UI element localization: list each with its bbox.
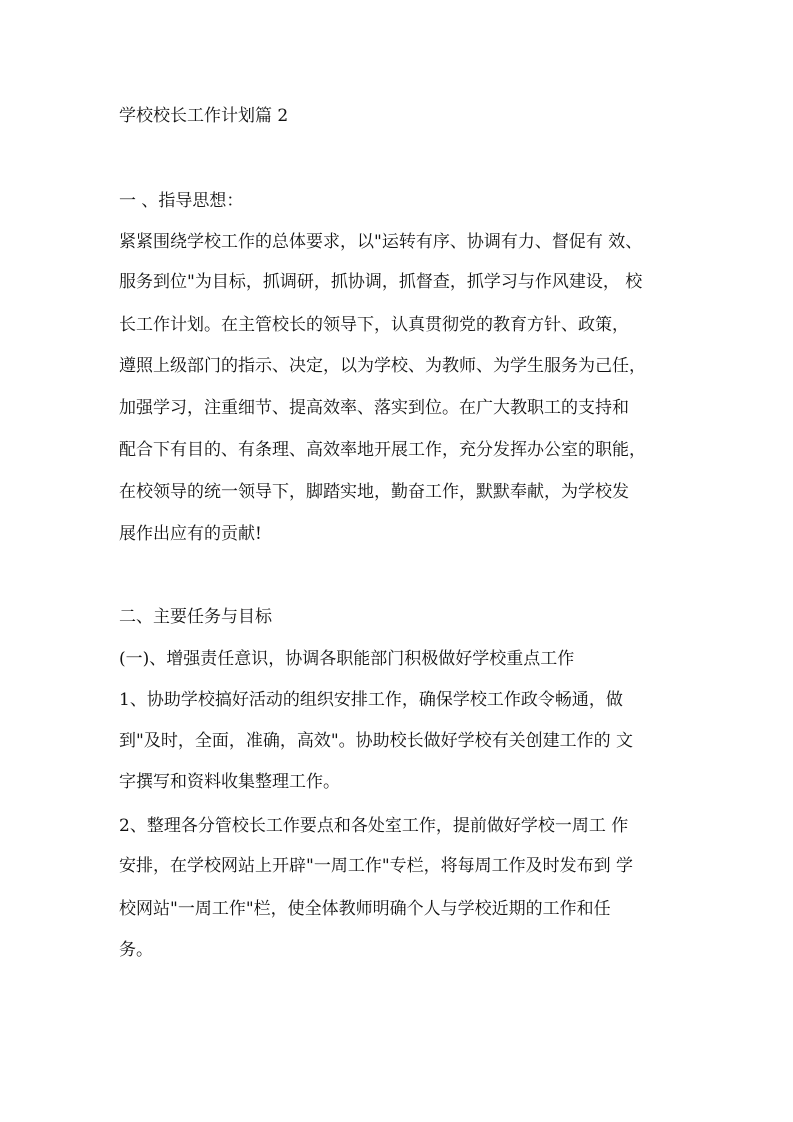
section1-heading: 一 、指导思想： xyxy=(119,191,244,211)
section1-line: 服务到位"为目标，抓调研，抓协调，抓督查，抓学习与作风建设， 校 xyxy=(119,272,643,292)
section2-item1-line: 1、协助学校搞好活动的组织安排工作，确保学校工作政令畅通，做 xyxy=(119,690,623,710)
section2-item2-line: 安排，在学校网站上开辟"一周工作"专栏，将每周工作及时发布到 学 xyxy=(119,856,634,876)
section1-line: 在校领导的统一领导下，脚踏实地，勤奋工作，默默奉献，为学校发 xyxy=(119,482,629,502)
section2-item1-line: 到"及时，全面，准确，高效"。协助校长做好学校有关创建工作的 文 xyxy=(119,731,634,751)
section2-heading: 二、主要任务与目标 xyxy=(119,607,272,627)
section1-line: 加强学习，注重细节、提高效率、落实到位。在广大教职工的支持和 xyxy=(119,398,629,418)
section2-item1-line: 字撰写和资料收集整理工作。 xyxy=(119,772,340,792)
section1-line: 紧紧围绕学校工作的总体要求，以"运转有序、协调有力、督促有 效、 xyxy=(119,232,643,252)
document-title: 学校校长工作计划篇 2 xyxy=(119,106,289,126)
section2-item2-line: 2、整理各分管校长工作要点和各处室工作，提前做好学校一周工 作 xyxy=(119,816,629,836)
section1-line: 展作出应有的贡献! xyxy=(119,524,262,544)
section2-item2-line: 校网站"一周工作"栏，使全体教师明确个人与学校近期的工作和任 xyxy=(119,899,611,919)
section1-line: 长工作计划。在主管校长的领导下，认真贯彻党的教育方针、政策， xyxy=(119,315,629,335)
section2-item2-line: 务。 xyxy=(119,940,153,960)
section2-subheading: (一)、增强责任意识，协调各职能部门积极做好学校重点工作 xyxy=(119,649,575,669)
section1-line: 遵照上级部门的指示、决定，以为学校、为教师、为学生服务为己任， xyxy=(119,356,646,376)
section1-line: 配合下有目的、有条理、高效率地开展工作，充分发挥办公室的职能， xyxy=(119,440,646,460)
